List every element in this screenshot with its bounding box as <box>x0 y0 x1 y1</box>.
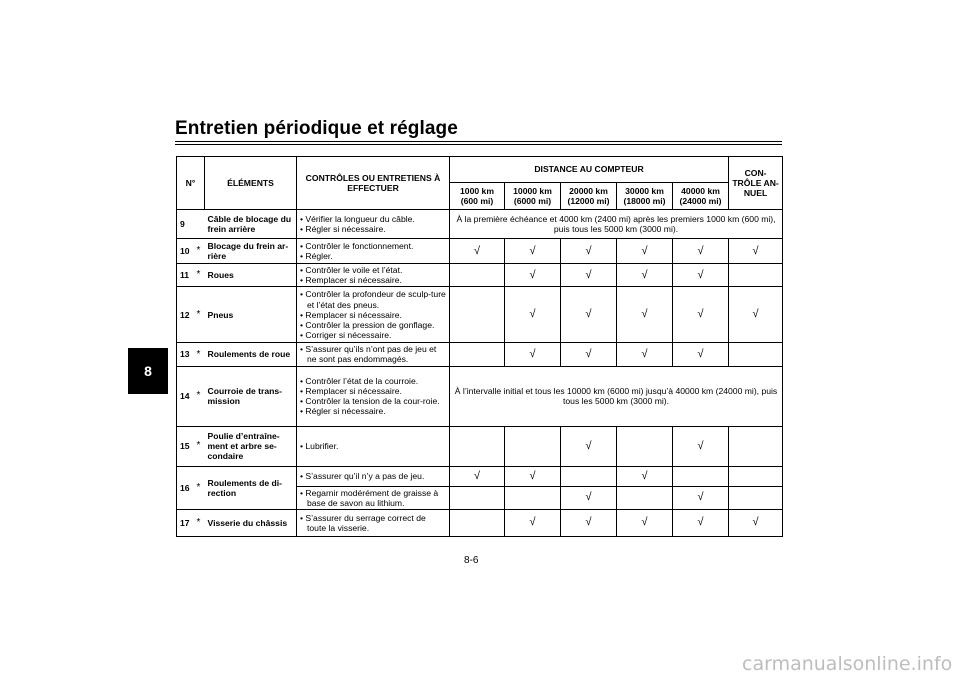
table-row <box>177 466 783 486</box>
control-item: • Remplacer si nécessaire. <box>300 385 402 396</box>
check-cell <box>450 486 505 509</box>
check-cell: √ <box>561 239 617 264</box>
control-item: • Contrôler la tension de la cour-roie. <box>300 396 440 407</box>
check-cell <box>729 264 783 287</box>
header-controls: CONTRÔLES OU ENTRETIENS À EFFECTUER <box>297 157 450 210</box>
row-star: * <box>197 239 205 264</box>
controls-cell <box>297 287 450 343</box>
check-cell: √ <box>729 509 783 536</box>
control-item: • Contrôler le fonctionnement. <box>300 240 414 251</box>
check-cell: √ <box>617 343 673 366</box>
row-element: Pneus <box>205 287 297 343</box>
control-item: • S’assurer qu’il n’y a pas de jeu. <box>300 470 425 481</box>
control-item: • Corriger si nécessaire. <box>300 329 392 340</box>
table-row <box>177 366 783 426</box>
table-row <box>177 239 783 264</box>
check-cell: √ <box>450 239 505 264</box>
row-element: Poulie d’entraîne-ment et arbre se-condaire <box>205 426 297 466</box>
row-star: * <box>197 426 205 466</box>
row-number: 12 <box>177 287 197 343</box>
check-cell <box>450 287 505 343</box>
row-number: 9 <box>177 210 197 239</box>
check-cell: √ <box>505 466 561 486</box>
check-cell: √ <box>729 287 783 343</box>
watermark: carmanualsonline.info <box>742 653 953 675</box>
check-cell: √ <box>617 509 673 536</box>
row-star: * <box>197 264 205 287</box>
control-item: • Contrôler la profondeur de sculp-ture et l’état des pneus. <box>300 289 446 310</box>
check-cell: √ <box>673 509 729 536</box>
row-element: Roulements de roue <box>205 343 297 366</box>
check-cell: √ <box>561 343 617 366</box>
control-item: • Régler si nécessaire. <box>300 224 386 234</box>
check-cell <box>561 466 617 486</box>
control-item: • Remplacer si nécessaire. <box>300 275 402 286</box>
check-cell: √ <box>505 509 561 536</box>
check-cell: √ <box>561 264 617 287</box>
row-element: Blocage du frein ar-rière <box>205 239 297 264</box>
title-rule-thin <box>175 144 782 145</box>
page-number: 8-6 <box>464 555 479 566</box>
control-item: • Regarnir modérément de graisse à base de savon au lithium. <box>300 487 439 508</box>
title-rule <box>175 141 782 142</box>
control-item: • Contrôler le voile et l’état. <box>300 265 403 275</box>
control-item: • Vérifier la longueur du câble. <box>300 213 415 224</box>
control-item: • Régler. <box>300 251 333 261</box>
check-cell <box>617 486 673 509</box>
control-item: • S’assurer qu’ils n’ont pas de jeu et ne sont pas endommagés. <box>300 344 437 365</box>
control-item: • Régler si nécessaire. <box>300 406 386 417</box>
controls-cell <box>297 426 450 466</box>
control-item: • S’assurer du serrage correct de toute la visserie. <box>300 512 426 533</box>
check-cell <box>505 426 561 466</box>
control-item: • Lubrifier. <box>300 440 339 451</box>
check-cell: √ <box>617 239 673 264</box>
check-cell: √ <box>673 287 729 343</box>
check-cell <box>505 486 561 509</box>
row-number: 13 <box>177 343 197 366</box>
row-number: 14 <box>177 366 197 426</box>
table-row <box>177 264 783 287</box>
header-distance-2: 20000 km (12000 mi) <box>561 183 617 210</box>
row-star: * <box>197 466 205 509</box>
page-title: Entretien périodique et réglage <box>175 118 458 139</box>
controls-cell <box>297 366 450 426</box>
check-cell <box>617 426 673 466</box>
header-distance-3: 30000 km (18000 mi) <box>617 183 673 210</box>
controls-cell <box>297 509 450 536</box>
controls-cell <box>297 486 450 509</box>
controls-cell <box>297 466 450 486</box>
check-cell <box>729 466 783 486</box>
check-cell: √ <box>729 239 783 264</box>
table-row <box>177 343 783 366</box>
check-cell: √ <box>673 343 729 366</box>
check-cell: √ <box>673 426 729 466</box>
controls-cell <box>297 264 450 287</box>
row-star: * <box>197 509 205 536</box>
header-no: N° <box>177 157 205 210</box>
header-distance-1: 10000 km (6000 mi) <box>505 183 561 210</box>
check-cell <box>673 466 729 486</box>
row-number: 10 <box>177 239 197 264</box>
control-item: • Contrôler la pression de gonflage. <box>300 319 435 330</box>
check-cell <box>729 486 783 509</box>
row-star <box>197 210 205 239</box>
table-row <box>177 210 783 239</box>
maintenance-table <box>176 156 783 537</box>
controls-cell <box>297 343 450 366</box>
check-cell <box>450 264 505 287</box>
header-distance: DISTANCE AU COMPTEUR <box>450 157 729 183</box>
table-row <box>177 426 783 466</box>
check-cell: √ <box>505 239 561 264</box>
check-cell: √ <box>673 486 729 509</box>
row-element: Roues <box>205 264 297 287</box>
check-cell <box>450 343 505 366</box>
check-cell: √ <box>617 287 673 343</box>
interval-note: À l’intervalle initial et tous les 10000 km (6000 mi) jusqu’à 40000 km (24000 mi), puis tous les 5000 km (3000 mi). <box>450 366 783 426</box>
header-annual-check: CON- TRÔLE AN- NUEL <box>729 157 783 210</box>
check-cell <box>729 426 783 466</box>
check-cell <box>450 426 505 466</box>
row-number: 11 <box>177 264 197 287</box>
controls-cell <box>297 239 450 264</box>
check-cell <box>729 343 783 366</box>
check-cell: √ <box>673 239 729 264</box>
row-element: Visserie du châssis <box>205 509 297 536</box>
check-cell: √ <box>561 486 617 509</box>
row-element: Roulements de di-rection <box>205 466 297 509</box>
row-element: Câble de blocage du frein arrière <box>205 210 297 239</box>
check-cell: √ <box>617 466 673 486</box>
row-star: * <box>197 287 205 343</box>
check-cell: √ <box>505 264 561 287</box>
table-row <box>177 287 783 343</box>
control-item: • Contrôler l’état de la courroie. <box>300 375 419 386</box>
control-item: • Remplacer si nécessaire. <box>300 309 402 320</box>
interval-note: À la première échéance et 4000 km (2400 mi) après les premiers 1000 km (600 mi), puis tous les 5000 km (3000 mi). <box>450 210 783 239</box>
row-number: 16 <box>177 466 197 509</box>
row-number: 15 <box>177 426 197 466</box>
check-cell: √ <box>505 287 561 343</box>
check-cell: √ <box>505 343 561 366</box>
check-cell: √ <box>617 264 673 287</box>
chapter-tab: 8 <box>128 348 168 394</box>
check-cell: √ <box>450 466 505 486</box>
check-cell: √ <box>561 287 617 343</box>
check-cell: √ <box>561 426 617 466</box>
row-star: * <box>197 343 205 366</box>
header-distance-4: 40000 km (24000 mi) <box>673 183 729 210</box>
row-number: 17 <box>177 509 197 536</box>
header-distance-0: 1000 km (600 mi) <box>450 183 505 210</box>
check-cell: √ <box>561 509 617 536</box>
check-cell <box>450 509 505 536</box>
header-elements: ÉLÉMENTS <box>205 157 297 210</box>
row-element: Courroie de trans-mission <box>205 366 297 426</box>
controls-cell <box>297 210 450 239</box>
check-cell: √ <box>673 264 729 287</box>
row-star: * <box>197 366 205 426</box>
table-row <box>177 509 783 536</box>
